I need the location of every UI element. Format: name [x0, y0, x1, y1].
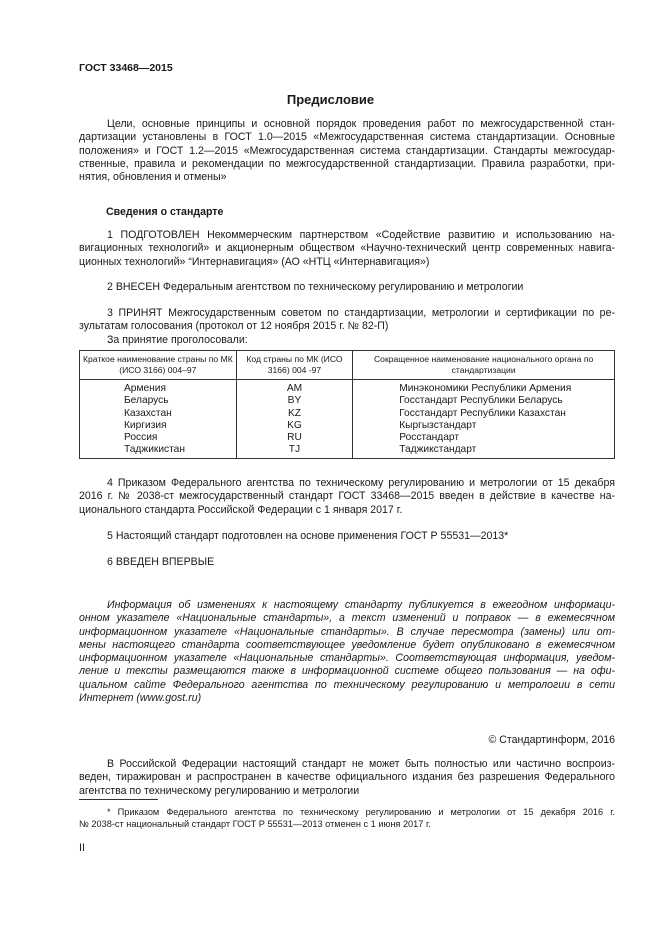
table-row [80, 432, 615, 444]
footnote-divider [79, 799, 158, 800]
page-number: II [79, 842, 85, 854]
item-2-text: 2 ВНЕСЕН Федеральным агентством по техническому регулированию и метрологии [107, 281, 524, 293]
country-cell: Казахстан [80, 408, 237, 420]
info-line: онном указателе «Национальные стандарты», а текст изменений и поправок — в ежемесячном [79, 612, 615, 625]
item-6-text: 6 ВВЕДЕН ВПЕРВЫЕ [107, 556, 215, 568]
change-info-paragraph [79, 599, 615, 705]
info-line: информационном указателе «Национальные стандарты». В случае пересмотра (замены) или от- [79, 625, 615, 638]
item-4-line: ционального стандарта Российской Федерации с 1 января 2017 г. [79, 503, 403, 516]
item-4-line: 4 Приказом Федерального агентства по техническому регулированию и метрологии от 15 декабря [107, 477, 615, 489]
rf-line: агентства по техническому регулированию и метрологии [79, 784, 360, 797]
rf-line: веден, тиражирован и распространен в качестве официального издания без разрешения Федерального [79, 771, 615, 784]
voted-label: За принятие проголосовали: [107, 334, 248, 346]
intro-line: нятия, обновления и отмены» [79, 171, 227, 184]
country-cell: Россия [80, 432, 237, 444]
code-cell: TJ [236, 444, 353, 458]
info-line: циальном сайте Федерального агентства по техническому регулированию и метрологии в сети [79, 678, 615, 691]
item-3-paragraph [79, 307, 615, 334]
table-header-row [80, 351, 615, 380]
code-cell: AM [236, 380, 353, 396]
body-cell: Госстандарт Республики Казахстан [353, 408, 615, 420]
code-cell: BY [236, 395, 353, 407]
copyright-notice: © Стандартинформ, 2016 [488, 734, 615, 746]
table-row [80, 444, 615, 458]
code-cell: KG [236, 420, 353, 432]
table-header-code: Код страны по МК (ИСО 3166) 004 -97 [236, 351, 353, 380]
info-line: Интернет (www.gost.ru) [79, 692, 202, 705]
body-cell: Таджикстандарт [353, 444, 615, 458]
info-line: информационном указателе «Национальные стандарты». Соответствующая информация, уведом- [79, 652, 615, 665]
item-3-line: 3 ПРИНЯТ Межгосударственным советом по стандартизации, метрологии и сертификации по ре- [107, 307, 615, 319]
footnote [79, 807, 615, 830]
intro-line: ственные, правила и рекомендации по межгосударственной стандартизации. Правила разработки, при- [79, 157, 615, 170]
intro-paragraph [79, 118, 615, 184]
body-cell: Минэкономики Республики Армения [353, 380, 615, 396]
footnote-line: * Приказом Федерального агентства по техническому регулированию и метрологии от 15 декабря 2016 г. [107, 807, 615, 817]
table-row [80, 380, 615, 396]
code-cell: RU [236, 432, 353, 444]
intro-line: положения» и ГОСТ 1.2—2015 «Межгосударственная система стандартизации. Стандарты межгосудар- [79, 144, 615, 157]
table-header-body: Сокращенное наименование национального органа по стандартизации [353, 351, 615, 380]
voting-countries-table [79, 350, 615, 459]
info-line: Информация об изменениях к настоящему стандарту публикуется в ежегодном информаци- [107, 599, 615, 611]
item-5-text: 5 Настоящий стандарт подготовлен на основе применения ГОСТ Р 55531—2013* [107, 530, 509, 542]
about-standard-heading: Сведения о стандарте [106, 206, 224, 218]
footnote-line: № 2038-ст национальный стандарт ГОСТ Р 55531—2013 отменен с 1 июня 2017 г. [79, 818, 431, 829]
country-cell: Армения [80, 380, 237, 396]
info-line: мены настоящего стандарта соответствующее уведомление будет опубликовано в ежемесячном [79, 638, 615, 651]
intro-line: Цели, основные принципы и основной порядок проведения работ по межгосударственной стан- [107, 118, 615, 130]
code-cell: KZ [236, 408, 353, 420]
item-1-paragraph [79, 229, 615, 269]
country-cell: Беларусь [80, 395, 237, 407]
table-header-country: Краткое наименование страны по МК (ИСО 3166) 004–97 [80, 351, 237, 380]
country-cell: Таджикистан [80, 444, 237, 458]
item-4-paragraph [79, 477, 615, 517]
body-cell: Росстандарт [353, 432, 615, 444]
rf-notice-paragraph [79, 758, 615, 798]
document-code-header: ГОСТ 33468—2015 [79, 62, 173, 74]
page-title: Предисловие [286, 92, 375, 107]
country-cell: Киргизия [80, 420, 237, 432]
table-row [80, 420, 615, 432]
info-line: ление и тексты размещаются также в информационной системе общего пользования — на офи- [79, 665, 615, 678]
table-row [80, 408, 615, 420]
item-4-line: 2016 г. № 2038-ст межгосударственный стандарт ГОСТ 33468—2015 введен в действие в качестве на- [79, 490, 615, 503]
rf-line: В Российской Федерации настоящий стандарт не может быть полностью или частично воспроиз- [107, 758, 615, 770]
body-cell: Кыргызстандарт [353, 420, 615, 432]
item-1-line: ционных технологий» “Интернавигация» (АО «НТЦ «Интернавигация») [79, 255, 430, 268]
item-3-line: зультатам голосования (протокол от 12 ноября 2015 г. № 82-П) [79, 320, 389, 333]
body-cell: Госстандарт Республики Беларусь [353, 395, 615, 407]
item-1-line: 1 ПОДГОТОВЛЕН Некоммерческим партнерством «Содействие развитию и использованию на- [107, 229, 615, 241]
intro-line: дартизации установлены в ГОСТ 1.0—2015 «Межгосударственная система стандартизации. Основные [79, 131, 615, 144]
item-1-line: вигационных технологий» и акционерным обществом «Научно-технический центр современных навига- [79, 242, 615, 255]
table-row [80, 395, 615, 407]
